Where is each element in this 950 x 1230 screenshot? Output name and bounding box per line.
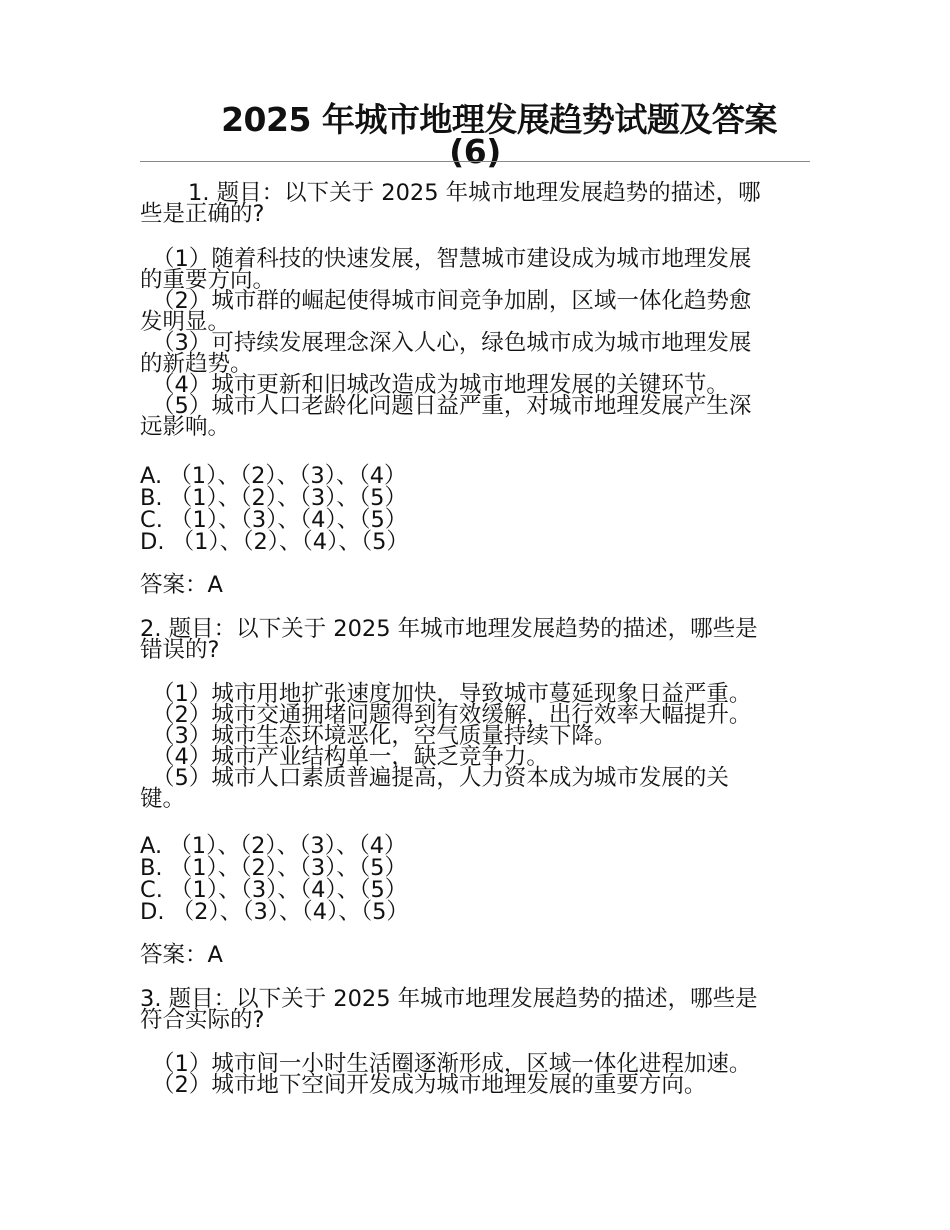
answer-text: 答案：A <box>140 572 223 598</box>
option-d: D. （1）、（2）、（4）、（5） <box>140 529 409 555</box>
question-stem-line: 符合实际的? <box>140 1007 265 1033</box>
statement-line: 远影响。 <box>140 414 231 440</box>
statement-line: （2）城市交通拥堵问题得到有效缓解，出行效率大幅提升。 <box>152 702 752 728</box>
option-b: B. （1）、（2）、（3）、（5） <box>140 485 408 511</box>
statement-line: （3）城市生态环境恶化，空气质量持续下降。 <box>152 723 617 749</box>
question-2-answer <box>140 942 812 968</box>
title-divider <box>140 161 810 162</box>
question-3-stem <box>140 986 812 1033</box>
question-2-items <box>140 681 812 812</box>
option-d: D. （2）、（3）、（4）、（5） <box>140 899 409 925</box>
question-1-answer <box>140 572 812 598</box>
statement-line: （5）城市人口素质普遍提高，人力资本成为城市发展的关 <box>152 765 729 791</box>
question-stem-line: 2. 题目：以下关于 2025 年城市地理发展趋势的描述，哪些是 <box>140 616 758 642</box>
question-stem-line: 错误的? <box>140 637 220 663</box>
title-line-1: 2025 年城市地理发展趋势试题及答案 <box>221 100 777 139</box>
statement-line: （3）可持续发展理念深入人心，绿色城市成为城市地理发展 <box>152 330 752 356</box>
title-line-2: (6) <box>449 132 501 171</box>
question-1-stem <box>140 180 812 227</box>
document-title <box>140 100 810 171</box>
statement-line: 键。 <box>140 786 186 812</box>
question-stem-line: 3. 题目：以下关于 2025 年城市地理发展趋势的描述，哪些是 <box>140 986 758 1012</box>
question-1-items <box>140 246 812 440</box>
statement-line: （4）城市更新和旧城改造成为城市地理发展的关键环节。 <box>152 372 729 398</box>
statement-line: （4）城市产业结构单一，缺乏竞争力。 <box>152 744 549 770</box>
question-stem-line: 1. 题目：以下关于 2025 年城市地理发展趋势的描述，哪 <box>188 180 761 206</box>
question-stem-line: 些是正确的? <box>140 201 265 227</box>
option-a: A. （1）、（2）、（3）、（4） <box>140 463 407 489</box>
statement-line: （1）城市间一小时生活圈逐渐形成，区域一体化进程加速。 <box>152 1051 752 1077</box>
question-2-stem <box>140 616 812 663</box>
question-1-options <box>140 465 812 553</box>
statement-line: （1）城市用地扩张速度加快，导致城市蔓延现象日益严重。 <box>152 681 752 707</box>
statement-line: （2）城市地下空间开发成为城市地理发展的重要方向。 <box>152 1072 707 1098</box>
option-c: C. （1）、（3）、（4）、（5） <box>140 507 408 533</box>
question-3-items <box>140 1051 812 1098</box>
option-a: A. （1）、（2）、（3）、（4） <box>140 833 407 859</box>
statement-line: （1）随着科技的快速发展，智慧城市建设成为城市地理发展 <box>152 246 752 272</box>
statement-line: 的重要方向。 <box>140 267 276 293</box>
statement-line: （2）城市群的崛起使得城市间竞争加剧，区域一体化趋势愈 <box>152 288 752 314</box>
question-2-options <box>140 835 812 923</box>
statement-line: 发明显。 <box>140 309 231 335</box>
statement-line: 的新趋势。 <box>140 351 253 377</box>
answer-text: 答案：A <box>140 942 223 968</box>
option-b: B. （1）、（2）、（3）、（5） <box>140 855 408 881</box>
option-c: C. （1）、（3）、（4）、（5） <box>140 877 408 903</box>
statement-line: （5）城市人口老龄化问题日益严重，对城市地理发展产生深 <box>152 393 752 419</box>
